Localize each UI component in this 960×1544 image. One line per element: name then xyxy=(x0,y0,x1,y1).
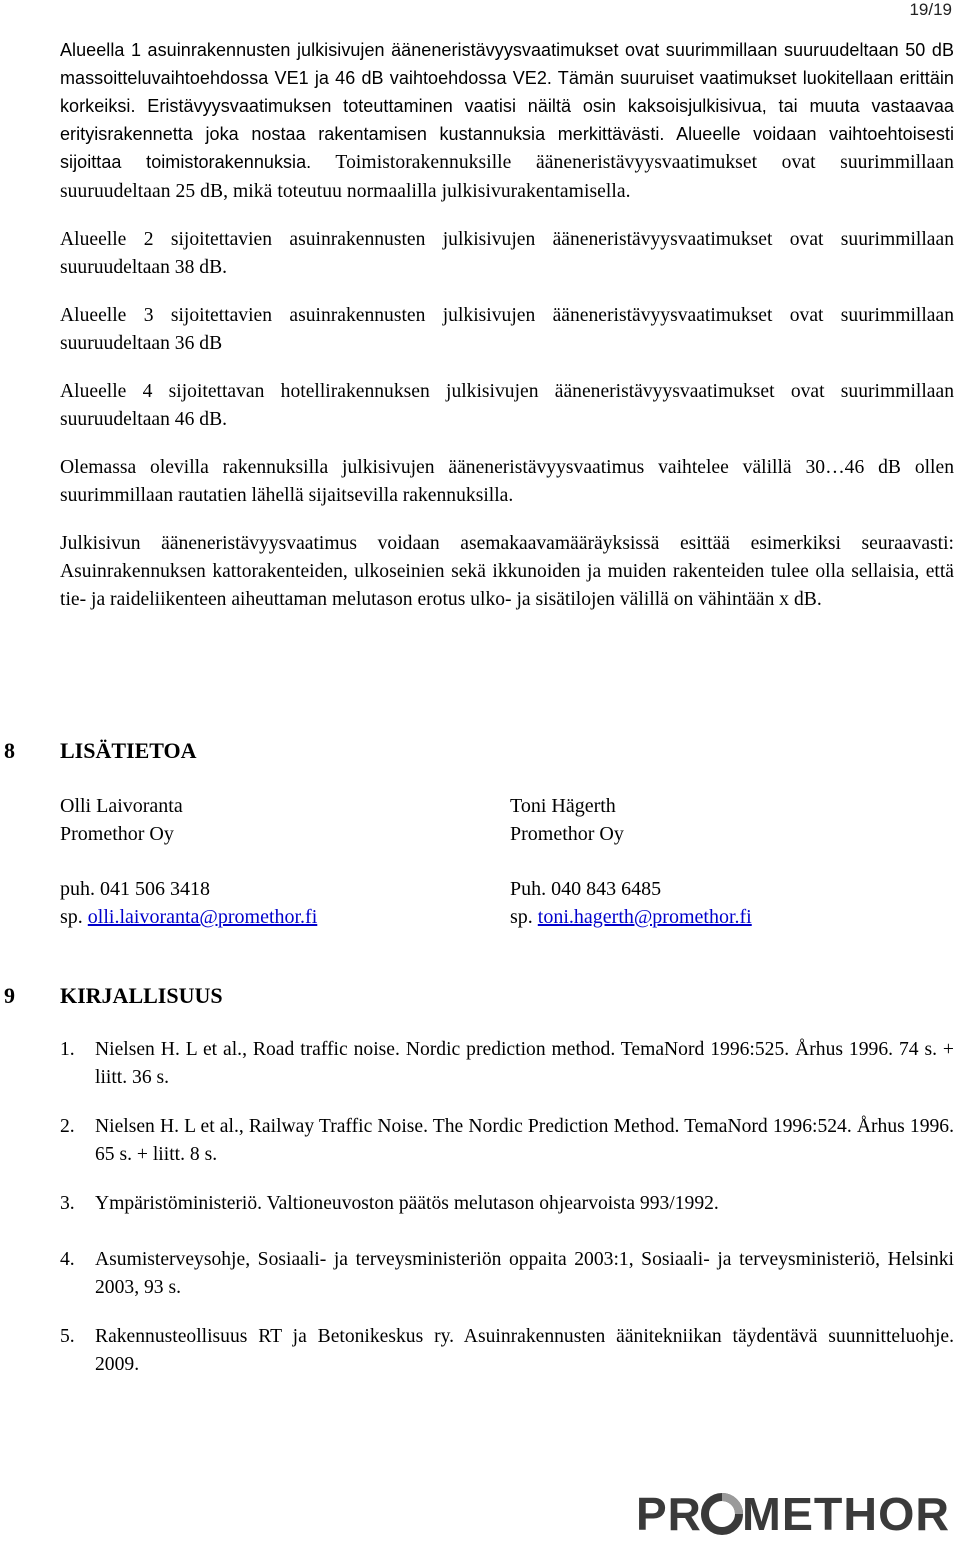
contact-email-link[interactable]: olli.laivoranta@promethor.fi xyxy=(87,906,318,928)
contact-phone: Puh. 040 843 6485 xyxy=(510,878,662,900)
reference-item xyxy=(60,1036,954,1092)
contact-olli-laivoranta xyxy=(60,792,317,931)
reference-text: Rakennusteollisuus RT ja Betonikeskus ry. Asuinrakennusten äänitekniikan täydentävä suunnitteluohje. 2009. xyxy=(95,1326,954,1375)
promethor-logo xyxy=(636,1488,952,1536)
reference-number: 4. xyxy=(60,1249,75,1270)
contact-email-prefix: sp. xyxy=(510,906,538,928)
section-number: 9 xyxy=(4,983,15,1008)
reference-number: 1. xyxy=(60,1039,75,1060)
contact-email-row xyxy=(510,903,752,931)
section-number: 8 xyxy=(4,738,15,763)
paragraph-area-1-office-text: Toimistorakennuksille ääneneristävyysvaatimukset ovat suurimmillaan suuruudeltaan 25 dB, mikä toteutuu normaalilla julkisivurakentamisella. xyxy=(60,152,954,202)
paragraph-area-1 xyxy=(60,36,954,206)
reference-text: Ympäristöministeriö. Valtioneuvoston päätös melutason ohjearvoista 993/1992. xyxy=(95,1193,719,1214)
section-title: KIRJALLISUUS xyxy=(60,983,223,1008)
reference-text: Asumisterveysohje, Sosiaali- ja terveysministeriön oppaita 2003:1, Sosiaali- ja terveysministeriö, Helsinki 2003, 93 s. xyxy=(95,1249,954,1298)
paragraph-area-4: Alueelle 4 sijoitettavan hotellirakennuksen julkisivujen ääneneristävyysvaatimukset ovat suurimmillaan suuruudeltaan 46 dB. xyxy=(60,381,954,430)
contact-toni-hagerth xyxy=(510,792,752,931)
reference-text: Nielsen H. L et al., Railway Traffic Noise. The Nordic Prediction Method. TemaNord 1996:524. Århus 1996. 65 s. + liitt. 8 s. xyxy=(95,1116,954,1165)
page-number: 19/19 xyxy=(909,0,952,19)
reference-item xyxy=(60,1246,954,1302)
reference-item xyxy=(60,1323,954,1379)
contact-name: Olli Laivoranta xyxy=(60,795,183,817)
contact-company: Promethor Oy xyxy=(60,823,174,845)
contact-phone: puh. 041 506 3418 xyxy=(60,878,210,900)
contact-name: Toni Hägerth xyxy=(510,795,616,817)
reference-number: 3. xyxy=(60,1193,75,1214)
contact-email-prefix: sp. xyxy=(60,906,88,928)
paragraph-area-1-text: Alueella 1 asuinrakennusten julkisivujen ääneneristävyysvaatimukset ovat suurimmillaan suuruudeltaan 50 dB massoitteluvaihtoehdossa VE1 ja 46 dB vaihtoehdossa VE2. Tämän suuruiset vaatimukset luokitellaan erittäin korkeiksi. Eristävyysvaatimuksen toteuttaminen vaatisi näiltä osin kaksoisjulkisivua, tai muuta vastaavaa erityisrakennetta joka nostaa rakentamisen kustannuksia merkittävästi. Alueelle voidaan vaihtoehtoisesti sijoittaa toimistorakennuksia. xyxy=(60,40,954,172)
reference-item xyxy=(60,1113,954,1169)
paragraph-existing-buildings: Olemassa olevilla rakennuksilla julkisivujen ääneneristävyysvaatimus vaihtelee välillä 30…46 dB ollen suurimmillaan rautatien lähellä sijaitsevilla rakennuksilla. xyxy=(60,457,954,506)
contact-company: Promethor Oy xyxy=(510,823,624,845)
paragraph-area-2: Alueelle 2 sijoitettavien asuinrakennusten julkisivujen ääneneristävyysvaatimukset ovat suurimmillaan suuruudeltaan 38 dB. xyxy=(60,229,954,278)
reference-number: 5. xyxy=(60,1326,75,1347)
contact-email-link[interactable]: toni.hagerth@promethor.fi xyxy=(537,906,752,928)
reference-number: 2. xyxy=(60,1116,75,1137)
document-body xyxy=(60,36,954,634)
logo-text-left: PR xyxy=(636,1488,702,1536)
logo-ring-icon xyxy=(705,1497,739,1531)
section-title: LISÄTIETOA xyxy=(60,738,197,763)
paragraph-area-3: Alueelle 3 sijoitettavien asuinrakennusten julkisivujen ääneneristävyysvaatimukset ovat suurimmillaan suuruudeltaan 36 dB xyxy=(60,305,954,354)
reference-item xyxy=(60,1190,954,1218)
contact-email-row xyxy=(60,903,317,931)
paragraph-zoning-regulation: Julkisivun ääneneristävyysvaatimus voidaan asemakaavamääräyksissä esittää esimerkiksi seuraavasti: Asuinrakennuksen kattorakenteiden, ulkoseinien sekä ikkunoiden ja muiden rakenteiden tulee olla sellaisia, että tie- ja raideliikenteen aiheuttaman melutason erotus ulko- ja sisätilojen välillä on vähintään x dB. xyxy=(60,533,954,610)
reference-text: Nielsen H. L et al., Road traffic noise. Nordic prediction method. TemaNord 1996:525. Århus 1996. 74 s. + liitt. 36 s. xyxy=(95,1039,954,1088)
logo-text-right: METHOR xyxy=(742,1488,950,1536)
